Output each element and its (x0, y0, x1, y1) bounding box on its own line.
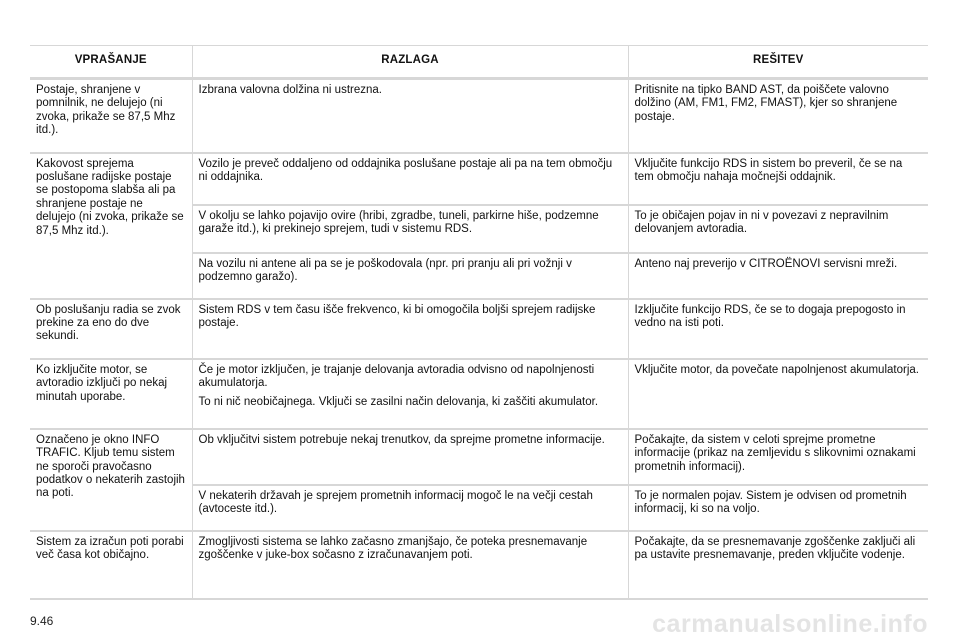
solution-cell: Izključite funkcijo RDS, če se to dogaja prepogosto in vedno na isti poti. (628, 299, 928, 359)
explanation-cell: Ob vključitvi sistem potrebuje nekaj trenutkov, da sprejme prometne informacije. (192, 429, 628, 485)
table-row (30, 79, 928, 153)
solution-cell: Anteno naj preverijo v CITROËNOVI servisni mreži. (628, 253, 928, 299)
question-cell: Ob poslušanju radia se zvok prekine za eno do dve sekundi. (30, 299, 192, 359)
question-cell: Ko izključite motor, se avtoradio izključi po nekaj minutah uporabe. (30, 359, 192, 429)
watermark: carmanualsonline.info (652, 610, 928, 638)
solution-cell: Vključite funkcijo RDS in sistem bo preveril, če se na tem območju nahaja močnejši oddajnik. (628, 153, 928, 205)
troubleshooting-table (30, 45, 928, 600)
table-row (30, 359, 928, 429)
explanation-cell: Izbrana valovna dolžina ni ustrezna. (192, 79, 628, 153)
explanation-cell: Sistem RDS v tem času išče frekvenco, ki bi omogočila boljši sprejem radijske postaje. (192, 299, 628, 359)
page-number: 9.46 (30, 614, 54, 628)
explanation-cell (192, 359, 628, 429)
explanation-paragraph: Če je motor izključen, je trajanje delovanja avtoradia odvisno od napolnjenosti akumulatorja. (198, 363, 595, 390)
question-cell: Postaje, shranjene v pomnilnik, ne delujejo (ni zvoka, prikaže se 87,5 Mhz itd.). (30, 79, 192, 153)
explanation-cell: Zmogljivosti sistema se lahko začasno zmanjšajo, če poteka presnemavanje zgoščenke v juke-box sočasno z izračunavanjem poti. (192, 531, 628, 599)
explanation-cell: V okolju se lahko pojavijo ovire (hribi, zgradbe, tuneli, parkirne hiše, podzemne garaže itd.), ki prekinejo sprejem, tudi v sistemu RDS. (192, 205, 628, 253)
question-cell: Označeno je okno INFO TRAFIC. Kljub temu sistem ne sporoči pravočasno podatkov o nekaterih zastojih na poti. (30, 429, 192, 531)
explanation-paragraph: To ni nič neobičajnega. Vključi se zasilni način delovanja, ki zaščiti akumulator. (198, 395, 599, 408)
explanation-cell: V nekaterih državah je sprejem prometnih informacij mogoč le na večji cestah (avtoceste itd.). (192, 485, 628, 531)
solution-cell: Vključite motor, da povečate napolnjenost akumulatorja. (628, 359, 928, 429)
solution-cell: To je normalen pojav. Sistem je odvisen od prometnih informacij, ki so na voljo. (628, 485, 928, 531)
table-row (30, 153, 928, 205)
solution-cell: Počakajte, da se presnemavanje zgoščenke zaključi ali pa ustavite presnemavanje, preden vključite vodenje. (628, 531, 928, 599)
header-question: VPRAŠANJE (30, 45, 192, 79)
explanation-cell: Vozilo je preveč oddaljeno od oddajnika poslušane postaje ali pa na tem območju ni oddajnika. (192, 153, 628, 205)
table-row (30, 429, 928, 485)
solution-cell: Počakajte, da sistem v celoti sprejme prometne informacije (prikaz na zemljevidu s slikovnimi oznakami prometnih informacij). (628, 429, 928, 485)
solution-cell: To je običajen pojav in ni v povezavi z nepravilnim delovanjem avtoradia. (628, 205, 928, 253)
header-solution: REŠITEV (628, 45, 928, 79)
question-cell: Kakovost sprejema poslušane radijske postaje se postopoma slabša ali pa shranjene postaje ne delujejo (ni zvoka, prikaže se 87,5 Mhz itd.). (30, 153, 192, 299)
explanation-cell: Na vozilu ni antene ali pa se je poškodovala (npr. pri pranju ali pri vožnji v podzemno garažo). (192, 253, 628, 299)
header-explanation: RAZLAGA (192, 45, 628, 79)
question-cell: Sistem za izračun poti porabi več časa kot običajno. (30, 531, 192, 599)
table-header-row (30, 45, 928, 79)
table-row (30, 531, 928, 599)
solution-cell: Pritisnite na tipko BAND AST, da poiščete valovno dolžino (AM, FM1, FM2, FMAST), kjer so shranjene postaje. (628, 79, 928, 153)
table-row (30, 299, 928, 359)
